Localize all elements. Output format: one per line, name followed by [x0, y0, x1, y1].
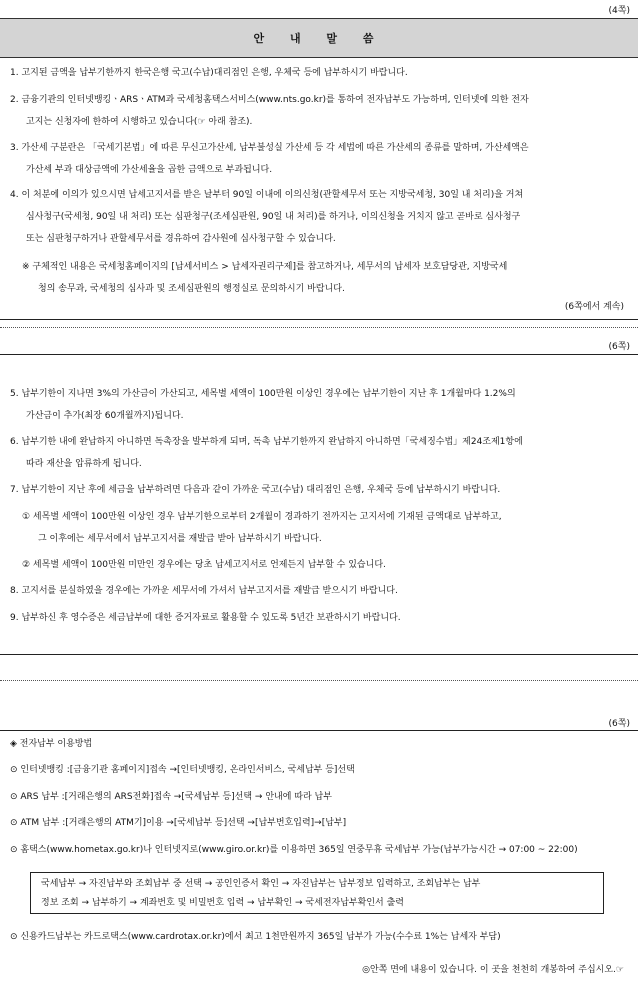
method-credit-card: ⊙ 신용카드납부는 카드로택스(www.cardrotax.or.kr)에서 최고 1천만원까지 365일 납부가 가능(수수료 1%는 납세자 부담): [10, 932, 501, 942]
notice-sub-2: [22, 554, 628, 576]
method-ars: ⊙ ARS 납부 :[거래은행의 ARS전화]접속 →[국세납부 등]선택 → 안내에 따라 납부: [10, 792, 332, 802]
item-line: 2. 금융기관의 인터넷뱅킹ㆍARSㆍATM과 국세청홈택스서비스(www.nts.go.kr)를 통하여 전자납부도 가능하며, 인터넷에 의한 전자: [10, 95, 529, 105]
opening-instruction: ◎안쪽 면에 내용이 있습니다. 이 곳을 천천히 개봉하여 주십시오.☞: [362, 965, 624, 975]
method-atm: ⊙ ATM 납부 :[거래은행의 ATM기]이용 →[국세납부 등]선택 →[납부번호입력]→[납부]: [10, 818, 347, 828]
page-number: (4쪽): [608, 6, 630, 16]
steps-line: 국세납부 → 자진납부와 조회납부 중 선택 → 공인인증서 확인 → 자진납부는 납부정보 입력하고, 조회납부는 납부: [41, 879, 481, 889]
notice-item-6: [10, 431, 628, 475]
item-line: 3. 가산세 구분란은 「국세기본법」에 따른 무신고가산세, 납부불성실 가산세 등 각 세법에 따른 가산세의 종류를 말하며, 가산세액은: [10, 143, 529, 153]
item-line: 5. 납부기한이 지나면 3%의 가산금이 가산되고, 세목별 세액이 100만원 이상인 경우에는 납부기한이 지난 후 1개월마다 1.2%의: [10, 389, 516, 399]
notice-item-2: [10, 89, 628, 133]
notice-item-1: [10, 62, 628, 84]
notice-item-3: [10, 137, 628, 181]
notice-item-8: [10, 580, 628, 602]
page-divider: [0, 654, 638, 655]
item-line: 1. 고지된 금액을 납부기한까지 한국은행 국고(수납)대리점인 은행, 우체국 등에 납부하시기 바랍니다.: [10, 68, 408, 78]
method-hometax: ⊙ 홈택스(www.hometax.go.kr)나 인터넷지로(www.giro.or.kr)를 이용하면 365일 연중무휴 국세납부 가능(납부가능시간 → 07:00 ~ 22:00): [10, 845, 578, 855]
remark-line: 청의 송무과, 국세청의 심사과 및 조세심판원의 행정실로 문의하시기 바랍니다.: [38, 284, 345, 294]
page-divider-dotted: [0, 327, 638, 328]
notice-item-9: [10, 607, 628, 629]
item-line: 또는 심판청구하거나 관할세무서를 경유하여 감사원에 심사청구할 수 있습니다.: [26, 234, 336, 244]
item-line: 고지는 신청자에 한하여 시행하고 있습니다(☞ 아래 참조).: [26, 117, 253, 127]
page-title: 안 내 말 씀: [253, 32, 385, 45]
item-line: 그 이후에는 세무서에서 납부고지서를 재발급 받아 납부하시기 바랍니다.: [38, 534, 322, 544]
notice-item-4: [10, 184, 628, 250]
page-divider-dotted: [0, 680, 638, 681]
item-line: 7. 납부기한이 지난 후에 세금을 납부하려면 다음과 같이 가까운 국고(수납) 대리점인 은행, 우체국 등에 납부하시기 바랍니다.: [10, 485, 501, 495]
hometax-steps-box: [30, 872, 604, 914]
page-divider: [0, 354, 638, 355]
item-line: 8. 고지서를 분실하였을 경우에는 가까운 세무서에 가셔서 납부고지서를 재발급 받으시기 바랍니다.: [10, 586, 398, 596]
continued-note: (6쪽에서 계속): [564, 302, 624, 312]
item-line: 9. 납부하신 후 영수증은 세금납부에 대한 증거자료로 활용할 수 있도록 5년간 보관하시기 바랍니다.: [10, 613, 401, 623]
notice-sub-1: [22, 506, 628, 550]
item-line: 따라 재산을 압류하게 됩니다.: [26, 459, 142, 469]
item-line: 가산금이 추가(최장 60개월까지)됩니다.: [26, 411, 184, 421]
page-divider: [0, 319, 638, 320]
item-line: 심사청구(국세청, 90일 내 처리) 또는 심판청구(조세심판원, 90일 내 처리)를 하거나, 이의신청을 거치지 않고 곧바로 심사청구: [26, 212, 521, 222]
page-divider: [0, 730, 638, 731]
notice-item-7: [10, 479, 628, 501]
item-line: 6. 납부기한 내에 완납하지 아니하면 독촉장을 발부하게 되며, 독촉 납부기한까지 완납하지 아니하면「국세징수법」제24조제1항에: [10, 437, 523, 447]
notice-remark: [22, 256, 628, 300]
item-line: ② 세목별 세액이 100만원 미만인 경우에는 당초 납세고지서로 언제든지 납부할 수 있습니다.: [22, 560, 386, 570]
notice-title-bar: [0, 18, 638, 58]
item-line: ① 세목별 세액이 100만원 이상인 경우 납부기한으로부터 2개월이 경과하기 전까지는 고지서에 기재된 금액대로 납부하고,: [22, 512, 502, 522]
steps-line: 정보 조회 → 납부하기 → 계좌번호 및 비밀번호 입력 → 납부확인 → 국세전자납부확인서 출력: [41, 898, 404, 908]
remark-line: ※ 구체적인 내용은 국세청홈페이지의 [납세서비스 > 납세자권리구제]를 참고하거나, 세무서의 납세자 보호담당관, 지방국세: [22, 262, 508, 272]
notice-item-5: [10, 383, 628, 427]
page-number: (6쪽): [608, 342, 630, 352]
item-line: 4. 이 처분에 이의가 있으시면 납세고지서를 받은 날부터 90일 이내에 이의신청(관할세무서 또는 지방국세청, 30일 내 처리)을 거쳐: [10, 190, 524, 200]
page-number: (6쪽): [608, 719, 630, 729]
item-line: 가산세 부과 대상금액에 가산세율을 곱한 금액으로 부과됩니다.: [26, 165, 273, 175]
method-internet-banking: ⊙ 인터넷뱅킹 :[금융기관 홈페이지]접속 →[인터넷뱅킹, 온라인서비스, 국세납부 등]선택: [10, 765, 355, 775]
e-payment-heading: ◈ 전자납부 이용방법: [10, 739, 93, 749]
